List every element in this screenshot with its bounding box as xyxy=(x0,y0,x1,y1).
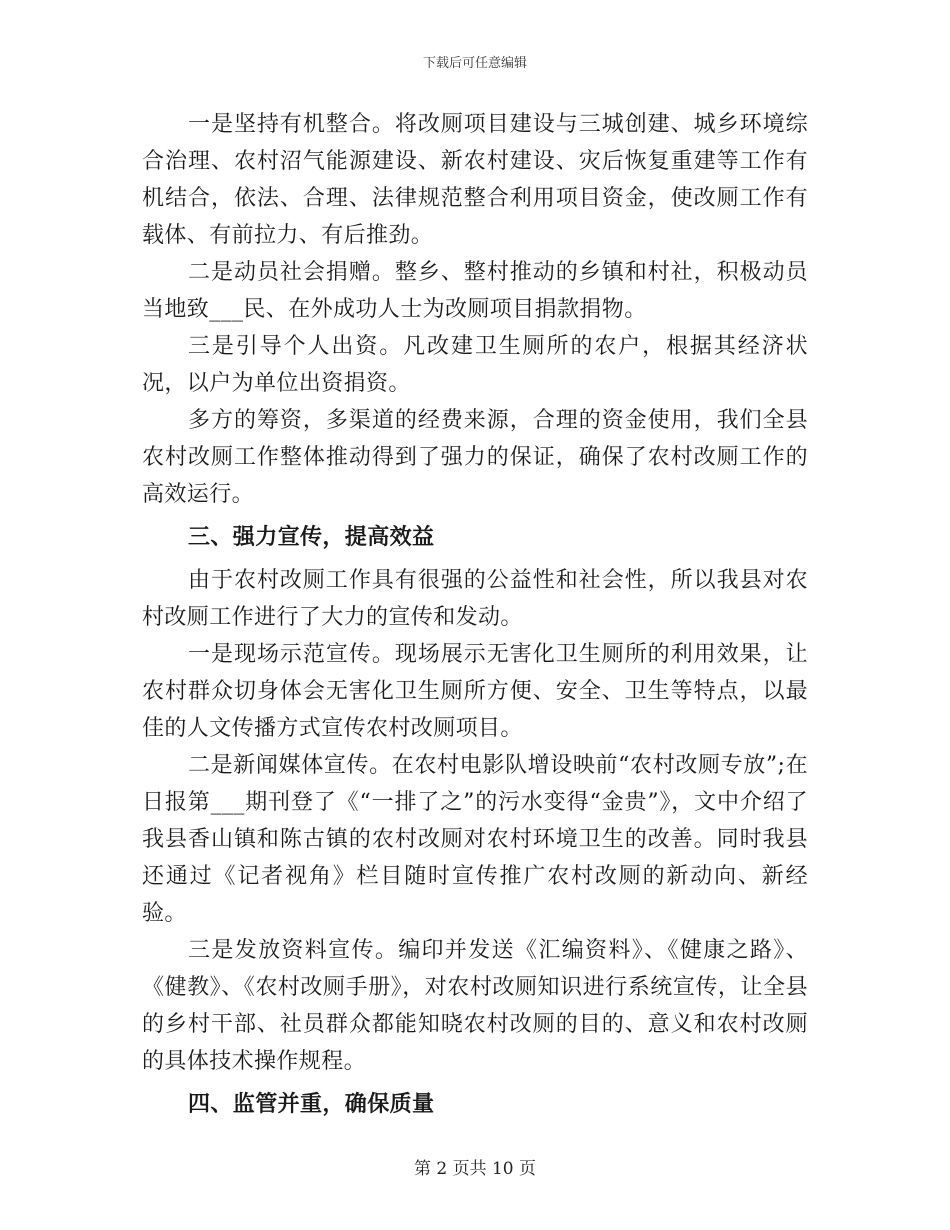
paragraph-personal-funding: 三是引导个人出资。凡改建卫生厕所的农户，根据其经济状况，以户为单位出资捐资。 xyxy=(142,334,808,396)
section-heading-publicity: 三、强力宣传，提高效益 xyxy=(188,524,435,550)
page-header: 下载后可任意编辑 xyxy=(422,56,527,71)
paragraph-social-donation: 二是动员社会捐赠。整乡、整村推动的乡镇和村社，积极动员当地致___民、在外成功人士为改厕项目捐款捐物。 xyxy=(142,260,808,322)
paragraph-publicity-intro: 由于农村改厕工作具有很强的公益性和社会性，所以我县对农村改厕工作进行了大力的宣传和发动。 xyxy=(142,568,808,630)
page-number: 第 2 页共 10 页 xyxy=(413,1159,537,1179)
paragraph-onsite-demo: 一是现场示范宣传。现场展示无害化卫生厕所的利用效果，让农村群众切身体会无害化卫生厕所方便、安全、卫生等特点，以最佳的人文传播方式宣传农村改厕项目。 xyxy=(142,642,808,741)
paragraph-organic-integration: 一是坚持有机整合。将改厕项目建设与三城创建、城乡环境综合治理、农村沼气能源建设、新农村建设、灾后恢复重建等工作有机结合，依法、合理、法律规范整合利用项目资金，使改厕工作有载体、有前拉力、有后推劲。 xyxy=(142,112,808,248)
document-body xyxy=(142,106,808,1123)
section-heading-supervision: 四、监管并重，确保质量 xyxy=(188,1091,435,1117)
paragraph-funding-summary: 多方的筹资，多渠道的经费来源，合理的资金使用，我们全县农村改厕工作整体推动得到了强力的保证，确保了农村改厕工作的高效运行。 xyxy=(142,408,808,507)
paragraph-materials: 三是发放资料宣传。编印并发送《汇编资料》、《健康之路》、《健教》、《农村改厕手册》，对农村改厕知识进行系统宣传，让全县的乡村干部、社员群众都能知晓农村改厕的目的、意义和农村改厕的具体技术操作规程。 xyxy=(142,938,808,1074)
paragraph-news-media: 二是新闻媒体宣传。在农村电影队增设映前“农村改厕专放”;在日报第___期刊登了《“一排了之”的污水变得“金贵”》，文中介绍了我县香山镇和陈古镇的农村改厕对农村环境卫生的改善。同时我县还通过《记者视角》栏目随时宣传推广农村改厕的新动向、新经验。 xyxy=(142,753,808,926)
